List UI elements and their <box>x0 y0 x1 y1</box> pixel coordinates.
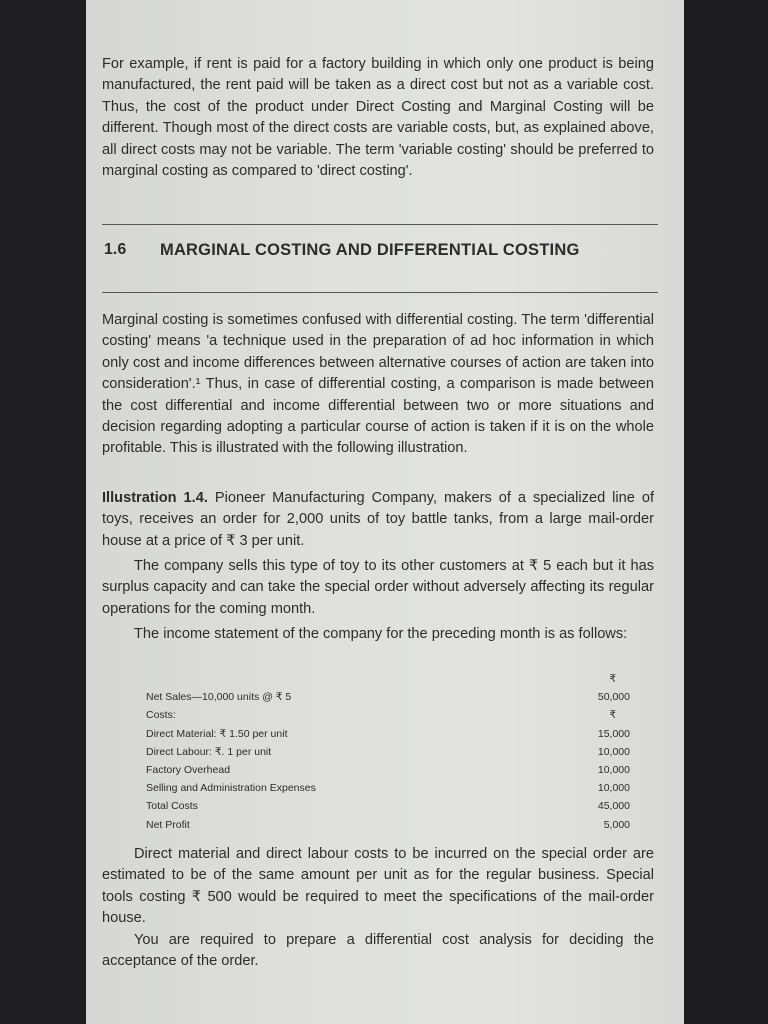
rupee-symbol: ₹ <box>609 709 616 722</box>
factory-overhead-value: 10,000 <box>597 763 630 776</box>
statement-row <box>146 706 630 724</box>
background-edge <box>684 0 768 1024</box>
section-paragraph: Marginal costing is sometimes confused with differential costing. The term 'differential costing' means 'a technique used in the preparation of ad hoc information in which only cost and income differences between alternative courses of action are taken into consideration'.¹ Thus, in case of differential costing, a comparison is made between the cost differential and income differential between two or more situations and decision regarding adopting a particular course of action is taken if it is on the whole profitable. This is illustrated with the following illustration. <box>102 312 654 457</box>
factory-overhead-label: Factory Overhead <box>146 763 231 776</box>
income-intro-paragraph: The income statement of the company for the preceding month is as follows: <box>134 626 628 642</box>
costs-label: Costs: <box>146 709 176 722</box>
intro-paragraph: For example, if rent is paid for a factory building in which only one product is being manufactured, the rent paid will be taken as a direct cost but not as a variable cost. Thus, the cost of the product under Direct Costing and Marginal Costing will be different. Though most of the direct costs are variable costs, but, as explained above, all direct costs may not be variable. The term 'variable costing' should be preferred to marginal costing as compared to 'direct costing'. <box>102 56 654 180</box>
statement-row <box>146 688 630 706</box>
illustration-text: Pioneer Manufacturing Company, makers of a specialized line of toys, receives an order for 2,000 units of toy battle tanks, from a large mail-order house at a price of ₹ 3 per unit. <box>102 490 654 549</box>
direct-material-value: 15,000 <box>597 727 630 740</box>
statement-row <box>146 797 630 815</box>
rupee-symbol: ₹ <box>609 673 616 685</box>
statement-row <box>146 725 630 743</box>
selling-admin-value: 10,000 <box>597 782 630 795</box>
section-title: MARGINAL COSTING AND DIFFERENTIAL COSTING <box>160 241 580 259</box>
statement-row <box>146 670 630 688</box>
illustration-label: Illustration 1.4. <box>102 490 208 506</box>
income-statement <box>146 670 630 834</box>
net-profit-label: Net Profit <box>146 818 190 831</box>
total-costs-value: 45,000 <box>597 800 630 813</box>
required-paragraph: You are required to prepare a differential cost analysis for deciding the acceptance of the order. <box>102 932 654 970</box>
statement-row <box>146 816 630 834</box>
statement-row <box>146 761 630 779</box>
book-page <box>86 0 684 1024</box>
section-top-rule <box>102 224 658 225</box>
net-sales-label: Net Sales—10,000 units @ ₹ 5 <box>146 691 292 704</box>
net-sales-value: 50,000 <box>597 691 630 704</box>
statement-row <box>146 779 630 797</box>
company-paragraph: The company sells this type of toy to its other customers at ₹ 5 each but it has surplus capacity and can take the special order without adversely affecting its regular operations for the coming month. <box>102 558 654 617</box>
section-bottom-rule <box>102 292 658 293</box>
total-costs-label: Total Costs <box>146 800 198 813</box>
direct-costs-paragraph: Direct material and direct labour costs to be incurred on the special order are estimated to be of the same amount per unit as for the regular business. Special tools costing ₹ 500 would be required to meet the specifications of the mail-order house. <box>102 846 654 927</box>
selling-admin-label: Selling and Administration Expenses <box>146 782 316 795</box>
net-profit-value: 5,000 <box>603 818 630 831</box>
direct-material-label: Direct Material: ₹ 1.50 per unit <box>146 727 288 740</box>
statement-row <box>146 743 630 761</box>
section-number: 1.6 <box>104 241 127 258</box>
direct-labour-value: 10,000 <box>597 745 630 758</box>
direct-labour-label: Direct Labour: ₹. 1 per unit <box>146 745 272 758</box>
illustration-paragraph <box>102 488 654 552</box>
